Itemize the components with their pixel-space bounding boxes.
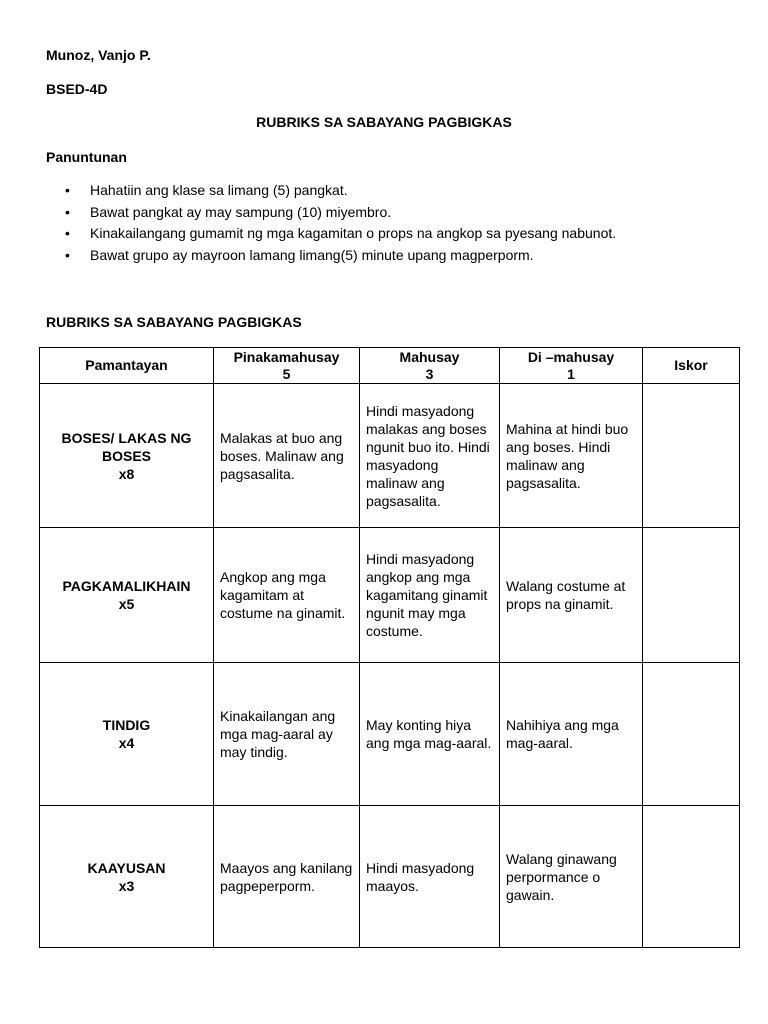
score-cell[interactable] xyxy=(643,384,740,528)
table-row xyxy=(40,384,740,528)
good-description: Hindi masyadong angkop ang mga kagamitang ginamit ngunit may mga costume. xyxy=(360,528,500,663)
criterion-cell xyxy=(40,663,214,806)
header-score: Iskor xyxy=(643,348,740,384)
good-description: Hindi masyadong maayos. xyxy=(360,806,500,948)
guidelines-heading: Panuntunan xyxy=(46,149,127,165)
table-header-row xyxy=(40,348,740,384)
guideline-item: • Hahatiin ang klase sa limang (5) pangkat. xyxy=(46,180,616,202)
table-row xyxy=(40,528,740,663)
rubric-table xyxy=(39,347,740,948)
poor-description: Nahihiya ang mga mag-aaral. xyxy=(500,663,643,806)
criterion-weight: x3 xyxy=(118,877,135,894)
best-description: Angkop ang mga kagamitam at costume na ginamit. xyxy=(214,528,360,663)
header-criteria: Pamantayan xyxy=(40,348,214,384)
header-best-points: 5 xyxy=(282,365,291,382)
header-best-label: Pinakamahusay xyxy=(233,348,340,365)
table-row xyxy=(40,806,740,948)
criterion-weight: x4 xyxy=(118,735,135,751)
header-good-points: 3 xyxy=(425,365,434,382)
document-title: RUBRIKS SA SABAYANG PAGBIGKAS xyxy=(256,114,512,130)
criterion-name: BOSES/ LAKAS NG BOSES xyxy=(61,429,192,464)
header-poor xyxy=(500,348,643,384)
header-best xyxy=(214,348,360,384)
guideline-item: • Kinakailangang gumamit ng mga kagamitan o props na angkop sa pyesang nabunot. xyxy=(46,223,616,245)
guideline-item: • Bawat grupo ay mayroon lamang limang(5) minute upang magperporm. xyxy=(46,245,616,267)
header-good xyxy=(360,348,500,384)
student-section: BSED-4D xyxy=(46,81,108,97)
criterion-weight: x8 xyxy=(118,465,135,482)
score-cell[interactable] xyxy=(643,663,740,806)
header-poor-label: Di –mahusay xyxy=(527,348,615,365)
criterion-name: PAGKAMALIKHAIN xyxy=(62,578,191,594)
criterion-cell xyxy=(40,806,214,948)
good-description: May konting hiya ang mga mag-aaral. xyxy=(360,663,500,806)
best-description: Maayos ang kanilang pagpeperporm. xyxy=(214,806,360,948)
criterion-cell xyxy=(40,528,214,663)
score-cell[interactable] xyxy=(643,806,740,948)
best-description: Malakas at buo ang boses. Malinaw ang pagsasalita. xyxy=(214,384,360,528)
criterion-weight: x5 xyxy=(118,596,135,612)
poor-description: Walang costume at props na ginamit. xyxy=(500,528,643,663)
poor-description: Mahina at hindi buo ang boses. Hindi malinaw ang pagsasalita. xyxy=(500,384,643,528)
table-title: RUBRIKS SA SABAYANG PAGBIGKAS xyxy=(46,314,302,330)
student-name: Munoz, Vanjo P. xyxy=(46,47,151,63)
criterion-name: KAAYUSAN xyxy=(87,859,166,876)
guideline-item: • Bawat pangkat ay may sampung (10) miyembro. xyxy=(46,202,616,224)
criterion-cell xyxy=(40,384,214,528)
header-good-label: Mahusay xyxy=(399,348,460,365)
guidelines-list xyxy=(46,180,616,266)
score-cell[interactable] xyxy=(643,528,740,663)
good-description: Hindi masyadong malakas ang boses ngunit buo ito. Hindi masyadong malinaw ang pagsasalita. xyxy=(360,384,500,528)
header-poor-points: 1 xyxy=(567,365,575,382)
table-row xyxy=(40,663,740,806)
criterion-name: TINDIG xyxy=(102,717,151,733)
best-description: Kinakailangan ang mga mag-aaral ay may tindig. xyxy=(214,663,360,806)
poor-description: Walang ginawang perpormance o gawain. xyxy=(500,806,643,948)
